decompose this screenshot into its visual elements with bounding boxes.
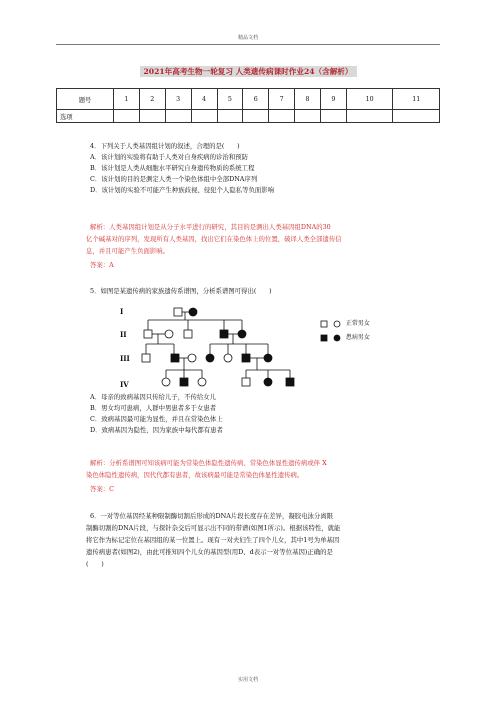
pedigree-normal-female [162,378,170,386]
pedigree-normal-female [165,330,173,338]
q5-option-c: C．致病基因最可能为显性，并且在常染色体上 [90,415,223,423]
legend-normal-label: 正常男女 [345,320,370,327]
q4-option-d: D．该计划的实验不可能产生种族歧视、侵犯个人隐私等负面影响 [90,186,275,194]
pedigree-chart [118,300,354,392]
pedigree-affected-male [242,354,250,362]
question-4 [90,141,430,196]
pedigree-normal-male [144,330,152,338]
q4-option-a: A．该计划的实验将有助于人类对自身疾病的诊治和预防 [90,153,248,161]
gen-label-3: III [120,354,130,363]
q4-stem: 4．下列关于人类基因组计划的叙述，合理的是( ) [90,142,240,150]
q5-stem: 5．如图是某遗传病的家族遗传系谱图，分析系谱图可得出( ) [90,287,272,295]
answer-cell[interactable] [139,110,165,123]
q4-solution [86,221,425,271]
title-text: 2021年高考生物一轮复习 人类遗传病课时作业24（含解析） [140,66,357,77]
answer-cell[interactable] [217,110,243,123]
question-number: 8 [295,89,321,110]
page-title [60,66,436,77]
answer-cell[interactable] [295,110,321,123]
question-number: 3 [165,89,191,110]
question-number: 11 [393,89,440,110]
pedigree-affected-male [220,330,228,338]
page-header: 精品文档 [237,35,258,41]
pedigree-affected-female [206,354,214,362]
legend-affected-symbols [320,334,344,342]
q4-option-b: B．该计划是人类从细胞水平研究自身遗传物质的系统工程 [90,164,255,172]
q4-solution-line: 息，并且可能产生负面影响。 [86,247,170,255]
q4-option-c: C．该计划的目的是测定人类一个染色体组中全部DNA序列 [90,175,258,183]
question-number: 9 [321,89,347,110]
pedigree-legend [320,317,370,345]
q6-line: 遗传病患者(如图2)，由此可推知四个儿女的基因型(用D、d表示一对等位基因)正确的是 [86,548,333,556]
question-number: 2 [139,89,165,110]
pedigree-affected-female [264,354,272,362]
pedigree-normal-female [198,378,206,386]
answer-cell[interactable] [165,110,191,123]
q4-solution-line: 亿个碱基对的序列，发现所有人类基因，找出它们在染色体上的位置，破译人类全部遗传信 [86,235,342,243]
answer-table-header-label: 题号 [57,89,114,110]
question-6 [86,510,430,570]
answer-cell[interactable] [243,110,269,123]
header-rule [56,44,440,45]
answer-cell[interactable] [114,110,140,123]
q5-option-d: D．致病基因为隐性，因为家族中每代都有患者 [90,426,223,434]
q5-solution-line: 染色体隐性遗传病，因代代都有患者，故该病最可能是常染色体显性遗传病。 [86,471,304,479]
pedigree-affected-male [171,354,179,362]
pedigree-normal-male [142,354,150,362]
pedigree-normal-male [184,330,192,338]
q5-solution-line: 解析：分析系谱图可知该病可能为常染色体隐性遗传病、常染色体显性遗传病或伴 X [90,459,327,467]
q5-options [90,392,430,436]
gen-label-4: IV [120,380,129,389]
legend-affected-row [320,331,370,345]
pedigree-normal-male [174,308,182,316]
answer-cell[interactable] [191,110,217,123]
question-number: 5 [217,89,243,110]
question-number: 1 [114,89,140,110]
pedigree-normal-male [242,378,250,386]
pedigree-affected-male [180,378,188,386]
pedigree-affected-female [189,308,197,316]
question-number: 4 [191,89,217,110]
pedigree-normal-female [224,354,232,362]
legend-affected-label: 患病男女 [345,334,370,341]
page-footer: 实用文档 [237,677,258,683]
q6-line: 将它作为标记定位在基因组的某一位置上。现有一对夫妇生了四个儿女，其中1号为单基因 [86,536,340,544]
q5-option-b: B．男女均可患病，人群中男患者多于女患者 [90,404,217,412]
legend-normal-row [320,317,370,331]
answer-table-choice-label: 选项 [57,110,114,123]
q4-solution-line: 解析：人类基因组计划是从分子水平进行的研究，其目的是测出人类基因组DNA的30 [90,223,331,231]
pedigree-normal-female [188,354,196,362]
answer-cell[interactable] [269,110,295,123]
answer-table [56,88,440,123]
q6-line: 6．一对等位基因经某种限制酶切割后形成的DNA片段长度存在差异，凝胶电泳分离限 [90,512,334,520]
question-number: 7 [269,89,295,110]
q5-solution [86,457,425,495]
answer-cell[interactable] [393,110,440,123]
pedigree-affected-female [238,330,246,338]
gen-label-1: I [120,307,124,316]
q6-line: ( ) [86,560,104,568]
answer-cell[interactable] [346,110,393,123]
question-number: 6 [243,89,269,110]
answer-cell[interactable] [321,110,347,123]
question-number: 10 [346,89,393,110]
pedigree-affected-female [264,378,272,386]
q4-answer: 答案：A [90,261,114,269]
q6-line: 制酶切割的DNA片段，与探针杂交后可显示出不同的带谱(如图1所示)。根据该特性，就能 [86,524,341,532]
gen-label-2: II [120,330,127,339]
q5-option-a: A．母亲的致病基因只传给儿子，不传给女儿 [90,393,217,401]
legend-normal-symbols [320,320,344,328]
q5-answer: 答案：C [90,485,115,493]
pedigree-affected-male [286,378,294,386]
